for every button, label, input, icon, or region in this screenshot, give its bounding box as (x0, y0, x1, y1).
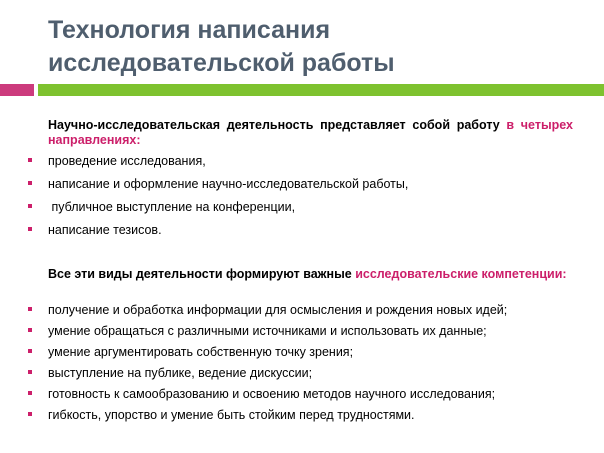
bullet-icon (28, 227, 32, 231)
bullet-icon (28, 328, 32, 332)
bullet-icon (28, 349, 32, 353)
list-item-text: умение аргументировать собственную точку зрения; (48, 345, 354, 359)
list-item (0, 324, 600, 345)
bullet-icon (28, 307, 32, 311)
list-item (0, 200, 600, 223)
bullet-icon (28, 158, 32, 162)
slide-title (48, 14, 588, 80)
list-item (0, 223, 600, 246)
list-item (0, 366, 600, 387)
section2-intro (48, 267, 573, 282)
accent-bar-green (38, 84, 604, 96)
section1-intro (48, 118, 573, 148)
slide-title-line-2: исследовательской работы (48, 49, 395, 77)
list-item (0, 154, 600, 177)
section2-intro-highlight: исследовательские компетенции: (355, 267, 567, 281)
list-item-text: публичное выступление на конференции, (48, 200, 296, 214)
list-item-text: гибкость, упорство и умение быть стойким перед трудностями. (48, 408, 415, 422)
section1-intro-text: Научно-исследовательская деятельность представляет собой работу (48, 118, 507, 132)
list-item-text: проведение исследования, (48, 154, 206, 168)
list-item-text: написание тезисов. (48, 223, 162, 237)
bullet-icon (28, 391, 32, 395)
list-item (0, 345, 600, 366)
bullet-icon (28, 204, 32, 208)
section1-intro-highlight: в четырех направлениях: (48, 118, 573, 147)
accent-bar-pink (0, 84, 34, 96)
list-item-text: выступление на публике, ведение дискуссии; (48, 366, 313, 380)
section2-list (0, 303, 600, 429)
section1-list (0, 154, 600, 246)
list-item (0, 177, 600, 200)
bullet-icon (28, 370, 32, 374)
list-item-text: написание и оформление научно-исследовательской работы, (48, 177, 409, 191)
list-item (0, 408, 600, 429)
bullet-icon (28, 412, 32, 416)
list-item (0, 387, 600, 408)
list-item-text: готовность к самообразованию и освоению методов научного исследования; (48, 387, 496, 401)
bullet-icon (28, 181, 32, 185)
list-item-text: умение обращаться с различными источниками и использовать их данные; (48, 324, 487, 338)
slide-title-line-1: Технология написания (48, 16, 331, 44)
list-item (0, 303, 600, 324)
list-item-text: получение и обработка информации для осмысления и рождения новых идей; (48, 303, 508, 317)
section2-intro-text: Все эти виды деятельности формируют важные (48, 267, 356, 281)
